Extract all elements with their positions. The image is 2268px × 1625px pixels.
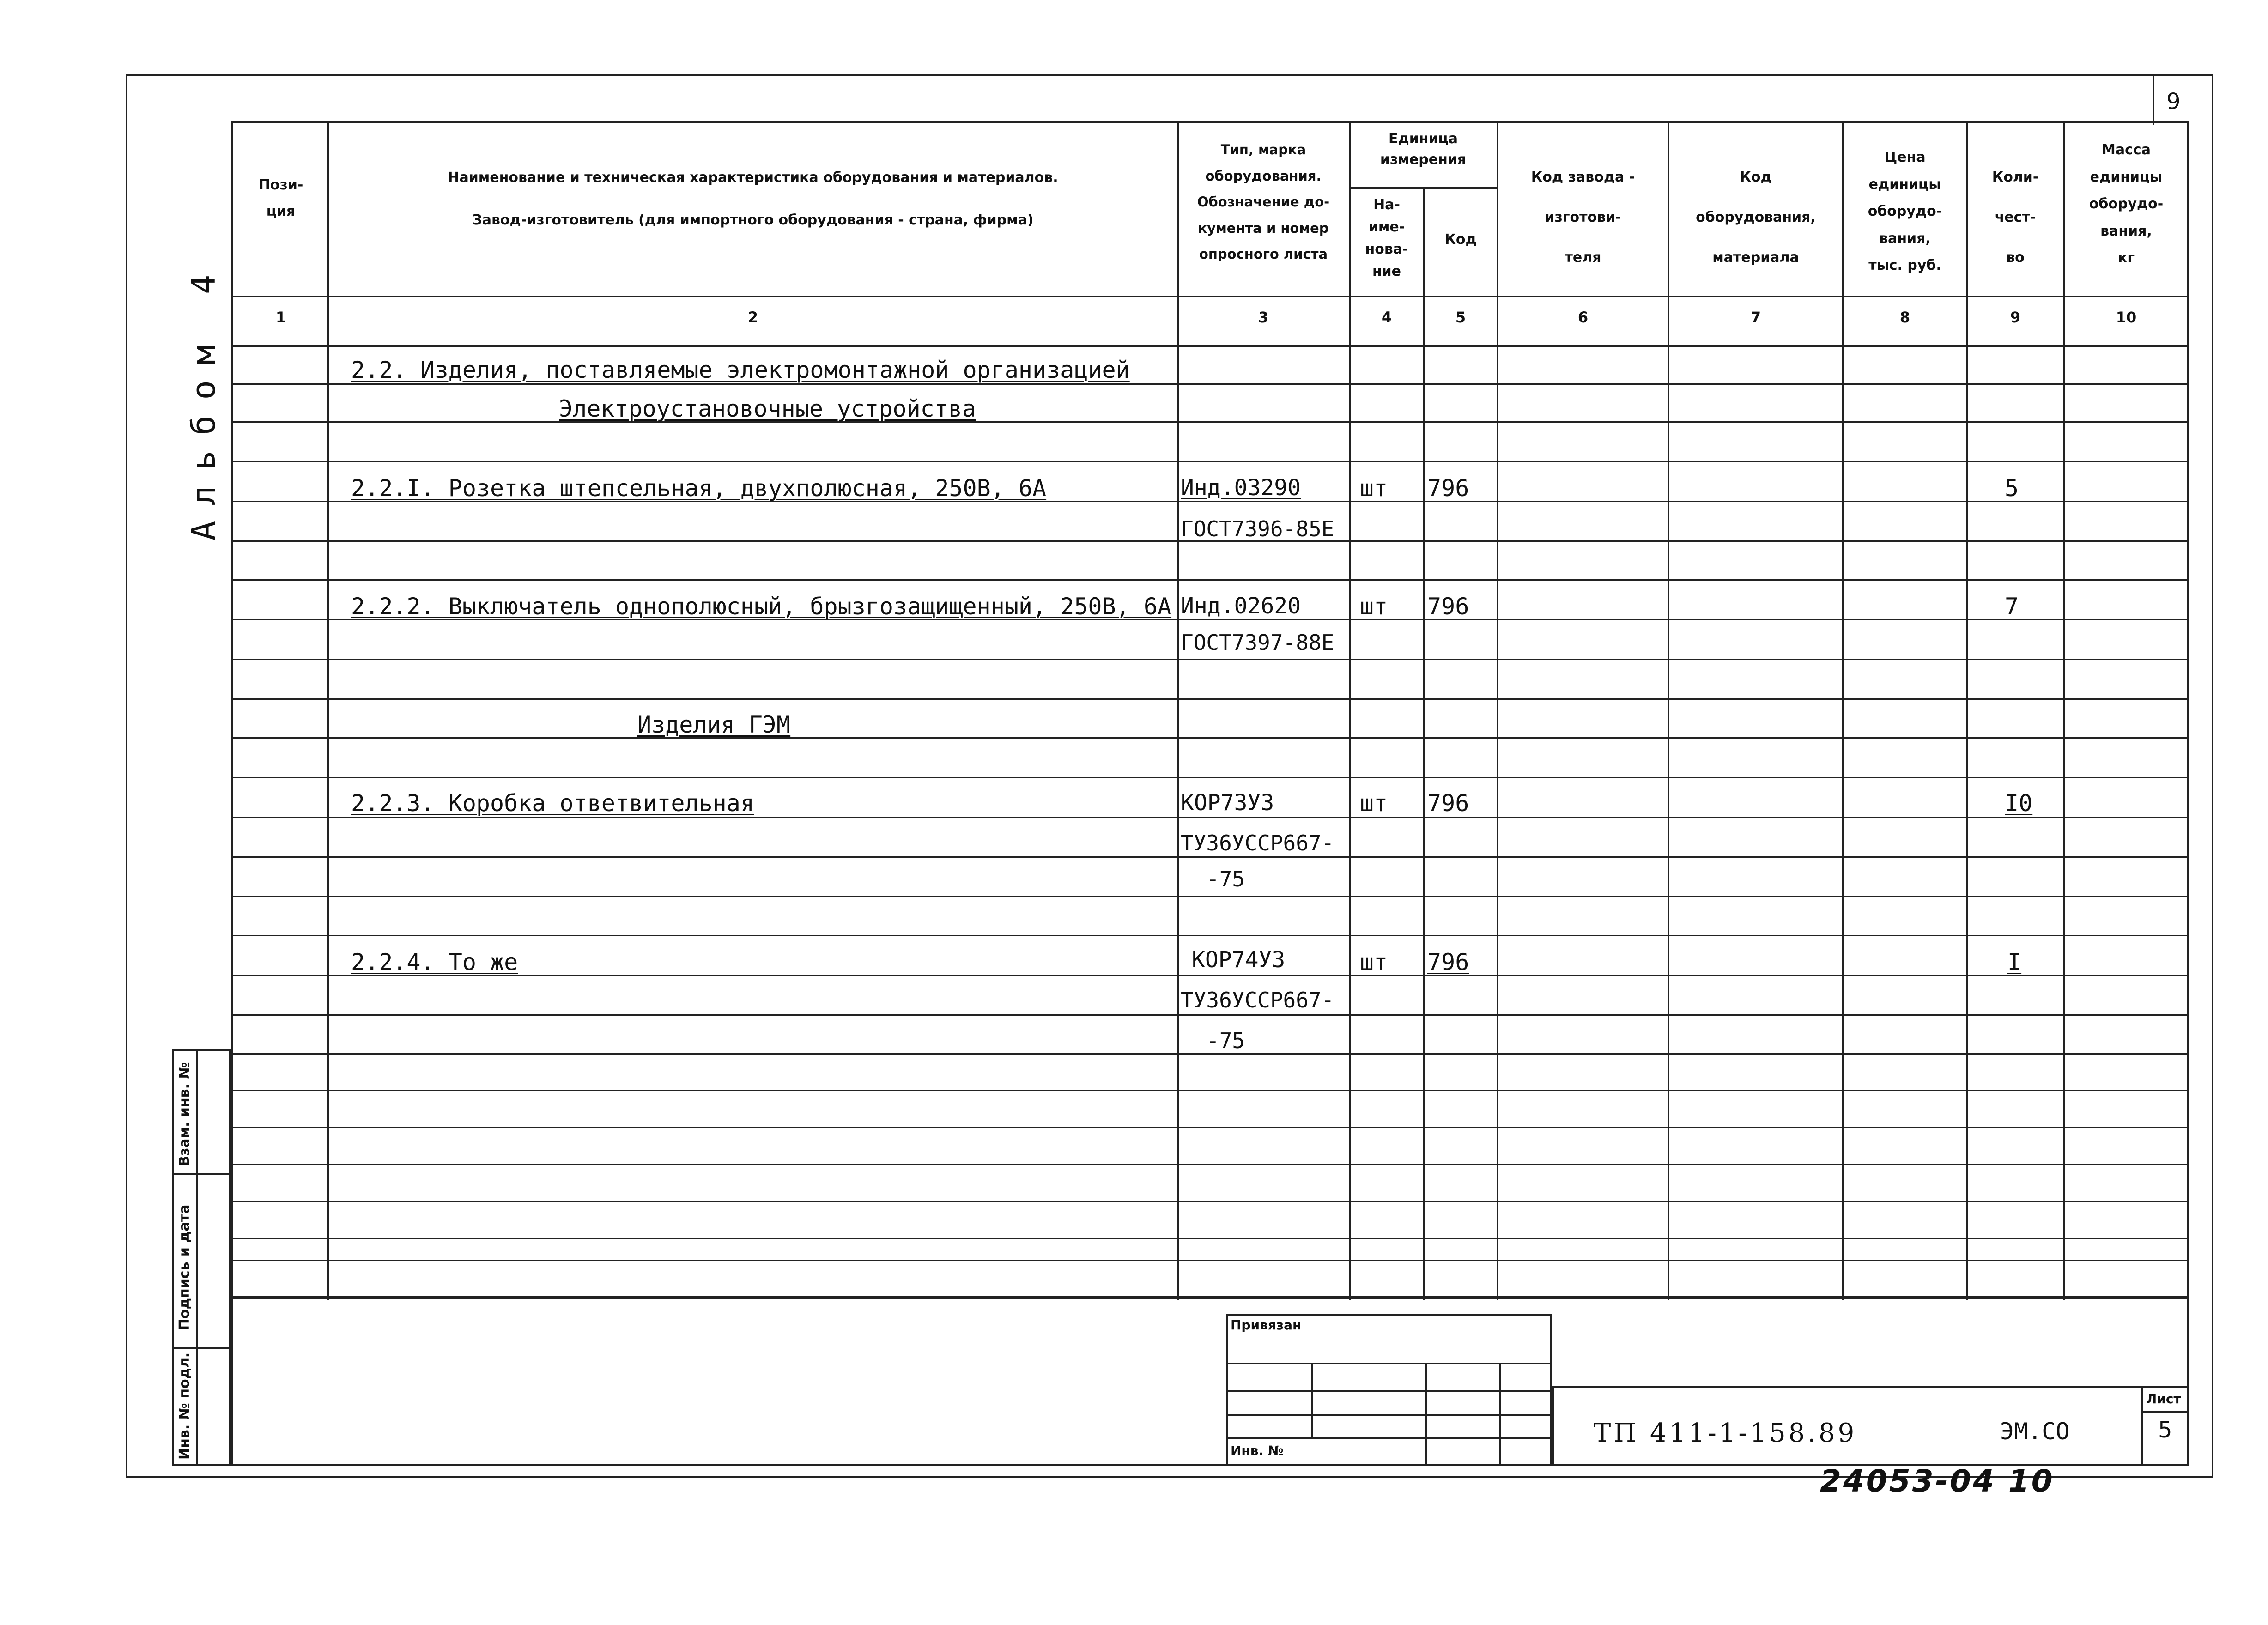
doc-suffix: ЭМ.СО bbox=[2000, 1418, 2070, 1445]
row-line bbox=[231, 975, 2189, 976]
side-inv-replace: Взам. инв. № bbox=[176, 1062, 193, 1166]
row-line bbox=[231, 777, 2189, 778]
item2-unit: шт bbox=[1360, 593, 1388, 620]
col-line-1 bbox=[327, 121, 329, 1300]
row-line bbox=[231, 421, 2189, 423]
header-col10: Масса единицы оборудо- вания, кг bbox=[2089, 142, 2164, 266]
item2-type: Инд.02620 bbox=[1181, 593, 1301, 619]
item3-doc1: ТУ36УССР667- bbox=[1181, 831, 1334, 855]
linked-stamp-vline-1 bbox=[1311, 1363, 1313, 1437]
inv-no-label: Инв. № bbox=[1231, 1443, 1284, 1458]
title-block-left-line bbox=[1552, 1386, 1554, 1466]
row-line bbox=[231, 1260, 2189, 1261]
side-sign-date: Подпись и дата bbox=[176, 1204, 193, 1330]
subsection-electrical-devices: Электроустановочные устройства bbox=[559, 395, 976, 422]
header-bottom-line bbox=[231, 296, 2189, 297]
side-inv-orig: Инв. № подл. bbox=[176, 1352, 193, 1460]
colnum-8: 8 bbox=[1899, 309, 1910, 326]
section-title: 2.2. Изделия, поставляемые электромонтажной организацией bbox=[351, 357, 1130, 383]
colnum-1: 1 bbox=[275, 309, 286, 326]
linked-stamp-line-3 bbox=[1226, 1414, 1552, 1416]
col-line-10 bbox=[2188, 121, 2189, 1300]
header-col5: Код bbox=[1444, 231, 1477, 248]
title-block-top-line bbox=[1552, 1386, 2189, 1388]
header-col6: Код завода - изготови- теля bbox=[1531, 169, 1635, 266]
header-col1: Пози- ция bbox=[258, 177, 303, 219]
row-line bbox=[231, 856, 2189, 858]
row-line bbox=[231, 1164, 2189, 1165]
row-line bbox=[231, 659, 2189, 660]
item3-unit: шт bbox=[1360, 790, 1388, 817]
header-unit-group: Единица измерения bbox=[1380, 131, 1467, 168]
linked-label: Привязан bbox=[1231, 1317, 1302, 1333]
side-stamp-sep-2 bbox=[172, 1347, 231, 1349]
table-bottom-line bbox=[231, 1296, 2189, 1299]
header-col7: Код оборудования, материала bbox=[1696, 169, 1816, 266]
row-line bbox=[231, 935, 2189, 936]
row-line bbox=[231, 896, 2189, 897]
item1-name: 2.2.I. Розетка штепсельная, двухполюсная, 250В, 6А bbox=[351, 475, 1047, 502]
item2-code: 796 bbox=[1427, 593, 1469, 620]
row-line bbox=[231, 461, 2189, 462]
item4-code: 796 bbox=[1427, 949, 1469, 976]
item1-qty: 5 bbox=[2005, 475, 2019, 502]
row-line bbox=[231, 737, 2189, 739]
colnum-7: 7 bbox=[1750, 309, 1761, 326]
row-line bbox=[231, 817, 2189, 818]
colnum-3: 3 bbox=[1258, 309, 1269, 326]
row-line bbox=[231, 579, 2189, 581]
page-number-border bbox=[2153, 74, 2154, 125]
item4-name: 2.2.4. То же bbox=[351, 949, 518, 976]
row-line bbox=[231, 1014, 2189, 1016]
item4-doc1: ТУ36УССР667- bbox=[1181, 988, 1334, 1013]
item3-name: 2.2.3. Коробка ответвительная bbox=[351, 790, 754, 817]
item2-doc: ГОСТ7397-88Е bbox=[1181, 630, 1334, 655]
side-stamp-divider bbox=[196, 1049, 198, 1466]
album-label: Альбом 4 bbox=[185, 259, 223, 540]
row-line bbox=[231, 1127, 2189, 1128]
header-col2-line1: Наименование и техническая характеристика оборудования и материалов. bbox=[448, 170, 1058, 186]
item1-type: Инд.03290 bbox=[1181, 475, 1301, 501]
header-col8: Цена единицы оборудо- вания, тыс. руб. bbox=[1868, 149, 1942, 273]
item3-type: КОР73УЗ bbox=[1181, 790, 1274, 816]
row-line bbox=[231, 1238, 2189, 1239]
side-stamp-sep-1 bbox=[172, 1173, 231, 1175]
linked-stamp-line-2 bbox=[1226, 1390, 1552, 1392]
col-line-8 bbox=[1966, 121, 1968, 1300]
sheet-number: 5 bbox=[2158, 1417, 2172, 1443]
item4-doc2: -75 bbox=[1207, 1028, 1245, 1053]
col-line-7 bbox=[1842, 121, 1844, 1300]
col-line-9 bbox=[2063, 121, 2065, 1300]
row-line bbox=[231, 1090, 2189, 1091]
row-line bbox=[231, 1201, 2189, 1202]
subsection-gem: Изделия ГЭМ bbox=[637, 711, 791, 738]
row-line bbox=[231, 698, 2189, 700]
linked-stamp-vline-3 bbox=[1499, 1363, 1501, 1466]
linked-stamp-line-1 bbox=[1226, 1363, 1552, 1364]
linked-stamp-line-4 bbox=[1226, 1437, 1552, 1439]
item1-unit: шт bbox=[1360, 475, 1388, 502]
item4-type: КОР74УЗ bbox=[1192, 947, 1286, 973]
colnum-bottom-line bbox=[231, 345, 2189, 347]
header-col9: Коли- чест- во bbox=[1992, 169, 2039, 266]
header-col3: Тип, марка оборудования. Обозначение до- кумента и номер опросного листа bbox=[1197, 142, 1330, 262]
colnum-10: 10 bbox=[2116, 309, 2137, 326]
item2-qty: 7 bbox=[2005, 593, 2019, 620]
sheet-label: Лист bbox=[2146, 1391, 2181, 1407]
item1-doc: ГОСТ7396-85Е bbox=[1181, 516, 1334, 541]
col-line-3 bbox=[1349, 121, 1351, 1300]
item4-unit: шт bbox=[1360, 949, 1388, 976]
colnum-6: 6 bbox=[1577, 309, 1589, 326]
item1-code: 796 bbox=[1427, 475, 1469, 502]
col-line-2 bbox=[1177, 121, 1179, 1300]
item3-code: 796 bbox=[1427, 790, 1469, 817]
item4-qty: I bbox=[2007, 949, 2022, 976]
doc-code: ТП 411-1-158.89 bbox=[1594, 1418, 1857, 1448]
row-line bbox=[231, 1053, 2189, 1055]
page-number: 9 bbox=[2166, 89, 2181, 115]
col-line-5 bbox=[1497, 121, 1498, 1300]
col-line-4 bbox=[1423, 187, 1425, 1300]
colnum-2: 2 bbox=[747, 309, 758, 326]
colnum-5: 5 bbox=[1455, 309, 1466, 326]
row-line bbox=[231, 383, 2189, 385]
col-line-6 bbox=[1668, 121, 1669, 1300]
item2-name: 2.2.2. Выключатель однополюсный, брызгозащищенный, 250В, 6А bbox=[351, 593, 1172, 620]
header-col2-line2: Завод-изготовитель (для импортного оборудования - страна, фирма) bbox=[472, 212, 1034, 228]
colnum-4: 4 bbox=[1381, 309, 1392, 326]
item3-doc2: -75 bbox=[1207, 867, 1245, 891]
archive-number: 24053-04 10 bbox=[1820, 1463, 2055, 1499]
linked-stamp-vline-2 bbox=[1425, 1363, 1427, 1466]
colnum-9: 9 bbox=[2010, 309, 2021, 326]
header-col4: На- име- нова- ние bbox=[1365, 197, 1408, 279]
sheet-box-line bbox=[2141, 1411, 2189, 1413]
item3-qty: I0 bbox=[2005, 790, 2033, 817]
